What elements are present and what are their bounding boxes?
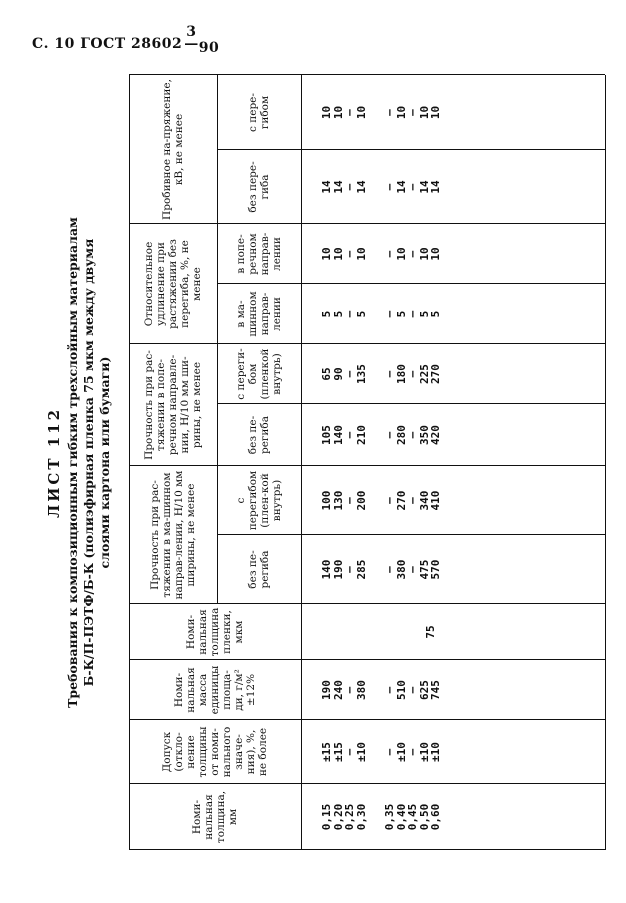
subheader-without-fold: без пе-региба	[247, 415, 271, 455]
subheader-with-fold: с пере-гибом	[247, 93, 271, 132]
table-cell: 0,25	[343, 803, 356, 831]
table-cell: —	[343, 109, 356, 116]
table-cell: 0,45	[406, 803, 419, 831]
table-cell: —	[406, 310, 419, 318]
amendment-mark	[184, 24, 220, 56]
col-divider	[129, 659, 605, 660]
col-divider	[217, 149, 605, 150]
subheader-in-cross: в попе-речном направ-лении	[235, 232, 283, 276]
col-divider	[217, 283, 605, 284]
table-cell: —	[406, 183, 419, 191]
subheader-with-fold: с перегибом (плен-кой внутрь)	[235, 470, 283, 531]
subheader-without-fold: без пере-гиба	[247, 161, 271, 213]
amendment-dash: —	[184, 36, 199, 52]
table-cell: 350	[417, 425, 431, 445]
table-cell: 10	[331, 247, 345, 261]
table-cell: —	[383, 431, 396, 439]
table-cell: —	[406, 109, 419, 116]
table-cell: 280	[394, 425, 408, 445]
table-cell: 190	[331, 559, 345, 580]
table-cell: 380	[394, 559, 408, 580]
table-cell: ±15	[331, 742, 345, 762]
subheader-without-fold: без пе-региба	[247, 550, 271, 589]
header-strength-cross: Прочность при рас-тяжении в попе-речном направле-нии, Н/10 мм ши-рины, не менее	[143, 350, 203, 460]
col-breakdown-fold	[321, 79, 442, 146]
col-strength-cross-fold	[321, 348, 442, 400]
table-cell: 0,35	[383, 803, 396, 831]
table-cell: 0,40	[394, 803, 408, 831]
table-cell: 420	[429, 425, 442, 445]
header-elongation: Относительное удлинение при растяжении без перегиба, %, не менее	[143, 239, 203, 329]
table-cell: —	[406, 566, 419, 573]
table-cell: 10	[429, 105, 442, 120]
table-cell: 10	[417, 105, 431, 120]
col-tolerance	[321, 724, 442, 780]
amendment-number: 3	[186, 24, 197, 40]
table-cell: 14	[394, 180, 408, 194]
table-cell: —	[406, 748, 419, 756]
table-cell: 10	[354, 247, 368, 261]
table-cell: —	[343, 431, 356, 439]
table-cell: 0,60	[429, 803, 442, 831]
table-cell: ±10	[394, 742, 408, 762]
table-cell: 10	[394, 247, 408, 261]
table-cell: 105	[320, 425, 333, 445]
table-cell: 5	[417, 310, 431, 318]
header-breakdown: Пробивное на-пряжение, кВ, не менее	[161, 79, 185, 220]
table-cell: 0,30	[354, 803, 368, 831]
table-cell: 270	[394, 490, 408, 511]
rotated-sheet	[45, 75, 605, 850]
table-cell: 90	[331, 367, 345, 381]
table-cell: 10	[320, 247, 333, 261]
col-elongation-machine	[321, 288, 442, 340]
header-strength-machine: Прочность при рас-тяжении в ма-шинном направ-лении, Н/10 мм ширины, не менее	[149, 470, 197, 600]
table-cell: —	[383, 370, 396, 378]
table-cell: ±10	[429, 742, 442, 762]
col-divider	[129, 223, 605, 224]
table-cell: 14	[331, 180, 345, 194]
table-cell: 10	[354, 105, 368, 120]
table-cell: 135	[354, 364, 368, 384]
table-cell: —	[343, 310, 356, 318]
table-cell: ±10	[354, 742, 368, 762]
sheet-label: ЛИСТ 112	[45, 406, 63, 519]
table-cell: 0,50	[417, 803, 431, 831]
table-cell: —	[343, 250, 356, 258]
table-cell: 5	[331, 310, 345, 318]
table-cell: —	[383, 310, 396, 318]
table-cell: 0,15	[320, 803, 333, 831]
table-cell: 5	[429, 310, 442, 318]
table-cell: —	[406, 686, 419, 694]
header-mass: Номи-нальная масса единицы площа-ди, г/м² ±12%	[173, 665, 257, 715]
table-cell: 200	[354, 490, 368, 511]
table-cell: 180	[394, 364, 408, 384]
table-cell: —	[383, 183, 396, 191]
caption-line-1: Требования к композиционным гибким трехслойным материалам	[65, 217, 80, 708]
table-cell: 14	[354, 180, 368, 194]
table-cell: 210	[354, 425, 368, 445]
col-divider	[129, 465, 605, 466]
table-cell: 10	[320, 105, 333, 120]
col-divider	[129, 603, 605, 604]
table-cell: 14	[417, 180, 431, 194]
col-divider	[129, 719, 605, 720]
table-cell: 625	[417, 680, 431, 700]
table-cell: 270	[429, 364, 442, 384]
table-cell: 5	[320, 310, 333, 318]
page-header	[32, 24, 220, 56]
table-cell: 10	[417, 247, 431, 261]
col-elongation-cross	[321, 228, 442, 280]
table-cell: —	[343, 566, 356, 573]
table-cell: 240	[331, 680, 345, 700]
col-breakdown-no-fold	[321, 154, 442, 220]
table-cell: 65	[320, 367, 333, 381]
film-thickness-value: 75	[424, 625, 437, 639]
table-cell: 380	[354, 680, 368, 700]
table-cell: 100	[320, 490, 333, 511]
col-mass	[321, 664, 442, 716]
subheader-line	[217, 75, 218, 604]
table-cell: —	[406, 431, 419, 439]
table-cell: —	[406, 497, 419, 504]
table-cell: 5	[394, 310, 408, 318]
caption-line-3: слоями картона или бумаги)	[97, 356, 112, 569]
header-thickness: Номи-нальная толщина, мм	[191, 790, 239, 844]
table-cell: ±15	[320, 742, 333, 762]
col-divider	[217, 403, 605, 404]
table-cell: 10	[331, 105, 345, 120]
table-cell: —	[383, 250, 396, 258]
caption-line-2: Б-К/П-ПЭТФ/Б-К (полиэфирная пленка 75 мкм между двумя	[81, 238, 96, 687]
table-cell: 10	[429, 247, 442, 261]
header-bottom-line	[301, 75, 302, 850]
table-cell: 130	[331, 490, 345, 511]
col-divider	[129, 343, 605, 344]
table-cell: —	[383, 497, 396, 504]
table-bottom-border	[605, 75, 606, 850]
header-tolerance: Допуск (откло-нение толщины от номи-нального значе-ния), %, не более	[161, 726, 269, 778]
table-cell: —	[383, 748, 396, 756]
table-cell: 14	[429, 180, 442, 194]
page-header-prefix: С. 10 ГОСТ 28602	[32, 36, 183, 52]
page-header-year: 90	[198, 40, 220, 56]
table-cell: 140	[331, 425, 345, 445]
table-cell: —	[343, 183, 356, 191]
table-cell: 570	[429, 559, 442, 580]
table-cell: 10	[394, 105, 408, 120]
table-cell: 5	[354, 310, 368, 318]
subheader-with-fold: с переги-бом (пленкой внутрь)	[235, 348, 283, 400]
table-cell: —	[343, 686, 356, 694]
table-cell: ±10	[417, 742, 431, 762]
col-strength-machine-fold	[321, 470, 442, 531]
table-cell: —	[406, 370, 419, 378]
table-cell: —	[383, 686, 396, 694]
table-left-border	[129, 849, 605, 850]
col-divider	[129, 783, 605, 784]
table-cell: 285	[354, 559, 368, 580]
table-top-border	[129, 75, 130, 850]
subheader-in-machine: в ма-шинном направ-лении	[235, 291, 283, 337]
table-right-border	[129, 74, 605, 75]
table-cell: —	[383, 566, 396, 573]
table-cell: 14	[320, 180, 333, 194]
header-film: Номи-нальная толщина пленки, мкм	[185, 607, 245, 657]
col-thickness	[321, 788, 442, 846]
table-cell: 0,20	[331, 803, 345, 831]
col-divider	[217, 534, 605, 535]
table-cell: —	[406, 250, 419, 258]
table-cell: 190	[320, 680, 333, 700]
table-cell: —	[343, 748, 356, 756]
table-cell: 225	[417, 364, 431, 384]
table-cell: 510	[394, 680, 408, 700]
table-cell: 340	[417, 490, 431, 511]
requirements-table	[129, 75, 605, 850]
table-cell: —	[343, 497, 356, 504]
col-strength-cross-no-fold	[321, 408, 442, 462]
table-cell: 745	[429, 680, 442, 700]
col-strength-machine-no-fold	[321, 539, 442, 600]
table-cell: 475	[417, 559, 431, 580]
table-cell: —	[383, 109, 396, 116]
table-cell: 410	[429, 490, 442, 511]
table-cell: 140	[320, 559, 333, 580]
table-cell: —	[343, 370, 356, 378]
